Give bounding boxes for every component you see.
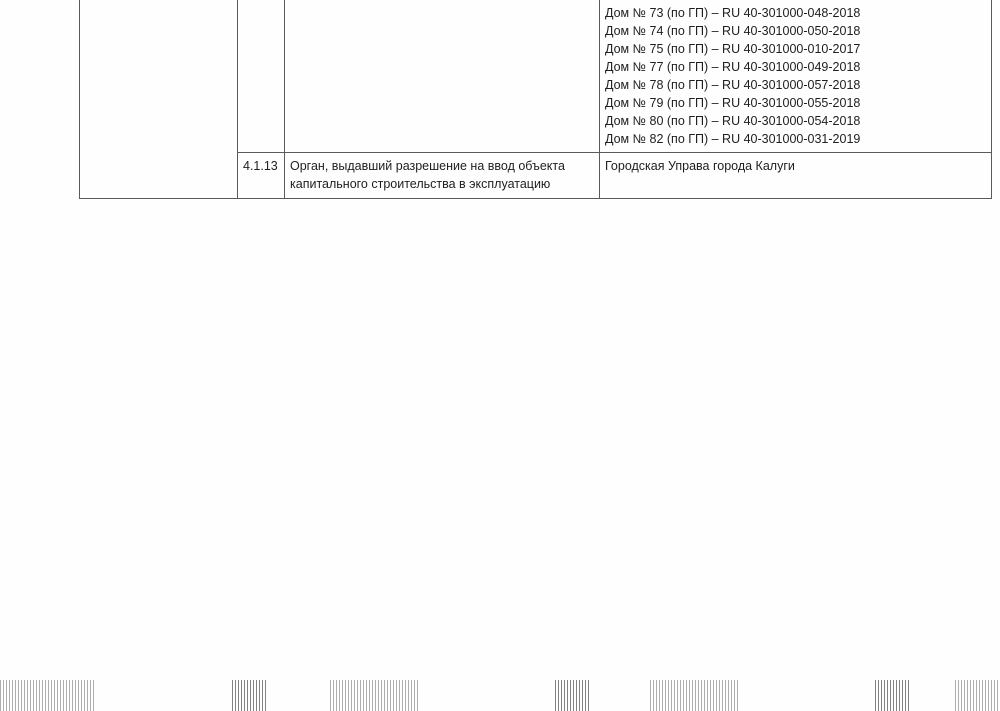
scan-mark bbox=[955, 680, 1000, 711]
section-cell bbox=[80, 0, 238, 199]
row-number: 4.1.13 bbox=[243, 159, 278, 173]
permit-item: Дом № 73 (по ГП) – RU 40-301000-048-2018 bbox=[605, 6, 861, 20]
permit-item: Дом № 75 (по ГП) – RU 40-301000-010-2017 bbox=[605, 42, 861, 56]
row-value-cell bbox=[600, 153, 992, 199]
row-number-cell bbox=[238, 0, 285, 153]
issuing-authority: Городская Управа города Калуги bbox=[605, 159, 795, 173]
permits-cell bbox=[600, 0, 992, 153]
row-label: Орган, выдавший разрешение на ввод объекта капитального строительства в эксплуатацию bbox=[290, 159, 565, 191]
permit-item: Дом № 82 (по ГП) – RU 40-301000-031-2019 bbox=[605, 132, 861, 146]
scan-mark bbox=[330, 680, 420, 711]
permit-item: Дом № 79 (по ГП) – RU 40-301000-055-2018 bbox=[605, 96, 861, 110]
permit-item: Дом № 74 (по ГП) – RU 40-301000-050-2018 bbox=[605, 24, 861, 38]
table-row-permits bbox=[80, 0, 992, 153]
scan-mark bbox=[555, 680, 591, 711]
row-number-cell bbox=[238, 153, 285, 199]
scan-mark bbox=[650, 680, 740, 711]
permit-item: Дом № 78 (по ГП) – RU 40-301000-057-2018 bbox=[605, 78, 861, 92]
permit-item: Дом № 77 (по ГП) – RU 40-301000-049-2018 bbox=[605, 60, 861, 74]
scan-mark bbox=[0, 680, 95, 711]
row-label-cell bbox=[285, 0, 600, 153]
permit-list bbox=[605, 0, 986, 152]
row-label-cell bbox=[285, 153, 600, 199]
document-table bbox=[79, 0, 992, 199]
permit-item: Дом № 80 (по ГП) – RU 40-301000-054-2018 bbox=[605, 114, 861, 128]
scan-mark bbox=[232, 680, 268, 711]
scanner-artifacts bbox=[0, 680, 1000, 711]
scan-mark bbox=[875, 680, 911, 711]
